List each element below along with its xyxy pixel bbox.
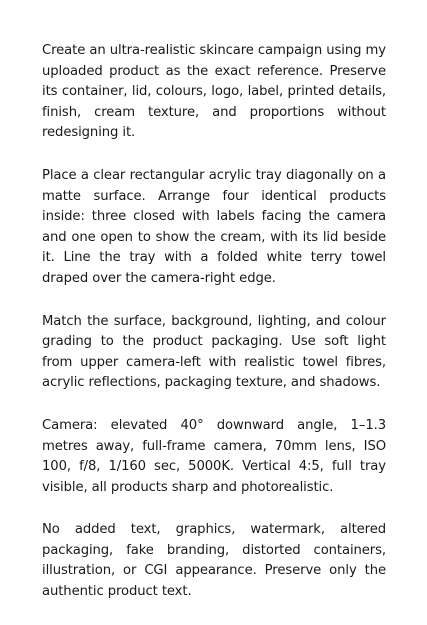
- paragraph-restrictions: No added text, graphics, watermark, altered packaging, fake branding, distorted containers, illustration, or CGI appearance. Preserve only the authentic product text.: [42, 522, 386, 600]
- paragraph-camera-settings: Camera: elevated 40° downward angle, 1–1.3 metres away, full-frame camera, 70mm lens, ISO 100, f/8, 1/160 sec, 5000K. Vertical 4:5, full tray visible, all products sharp and photorealistic.: [42, 417, 386, 495]
- paragraph-product-reference: Create an ultra-realistic skincare campaign using my uploaded product as the exact reference. Preserve its container, lid, colours, logo, label, printed details, finish, cream texture, and proportions without redesigning it.: [42, 43, 386, 141]
- document-body: [42, 41, 386, 625]
- paragraph-tray-arrangement: Place a clear rectangular acrylic tray diagonally on a matte surface. Arrange four identical products inside: three closed with labels facing the camera and one open to show the cream, with its lid beside it. Line the tray with a folded white terry towel draped over the camera-right edge.: [42, 167, 386, 286]
- paragraph-lighting: Match the surface, background, lighting, and colour grading to the product packaging. Use soft light from upper camera-left with realistic towel fibres, acrylic reflections, packaging texture, and shadows.: [42, 313, 386, 391]
